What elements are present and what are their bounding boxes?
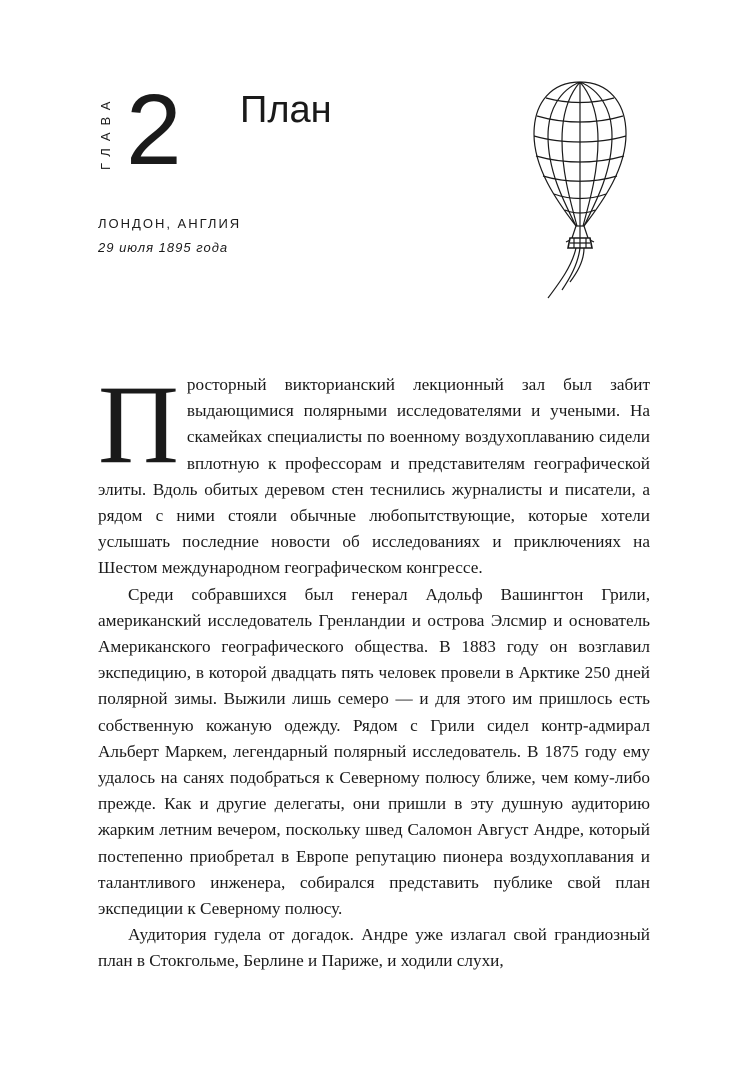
chapter-date: 29 июля 1895 года [98,240,229,255]
paragraph-3: Аудитория гудела от догадок. Андре уже излагал свой грандиозный план в Стокгольме, Берлине и Париже, и ходили слухи, [98,925,650,971]
paragraph-2: Среди собравшихся был генерал Адольф Вашингтон Грили, американский исследователь Гренландии и острова Элсмир и основатель Американского географического общества. В 1883 году он возглавил экспедицию, в которой двадцать пять человек провели в Арктике 250 дней полярной зимы. Выжили лишь семеро — и для этого им пришлось есть собственную кожаную одежду. Рядом с Грили сидел контр-адмирал Альберт Маркем, легендарный полярный исследователь. В 1875 году ему удалось на санях подобраться к Северному полюсу ближе, чем кому-либо прежде. Как и другие делегаты, они пришли в эту душную аудиторию жарким летним вечером, поскольку швед Саломон Август Андре, который постепенно приобретал в Европе репутацию пионера воздухоплавания и талантливого инженера, собирался представить публике свой план экспедиции к Северному полюсу. [98,584,650,919]
hot-air-balloon-icon [530,76,630,306]
drop-cap: П [98,363,179,487]
paragraph-1 [98,363,650,582]
paragraph-1-text: росторный викторианский лекционный зал был забит выдающимися полярными исследователями и учеными. На скамейках специалисты по военному воздухоплаванию сидели вплотную к профессорам и представителям географической элиты. Вдоль обитых деревом стен теснились журналисты и писатели, а рядом с ними стояли обычные любопытствующие, которые хотели услышать последние новости об исследованиях и приключениях на Шестом международном географическом конгрессе. [98,375,650,578]
chapter-label: ГЛАВА [98,94,113,170]
body-text [98,363,650,975]
chapter-title: План [240,89,332,131]
chapter-number: 2 [126,74,182,186]
chapter-location: ЛОНДОН, АНГЛИЯ [98,216,242,231]
